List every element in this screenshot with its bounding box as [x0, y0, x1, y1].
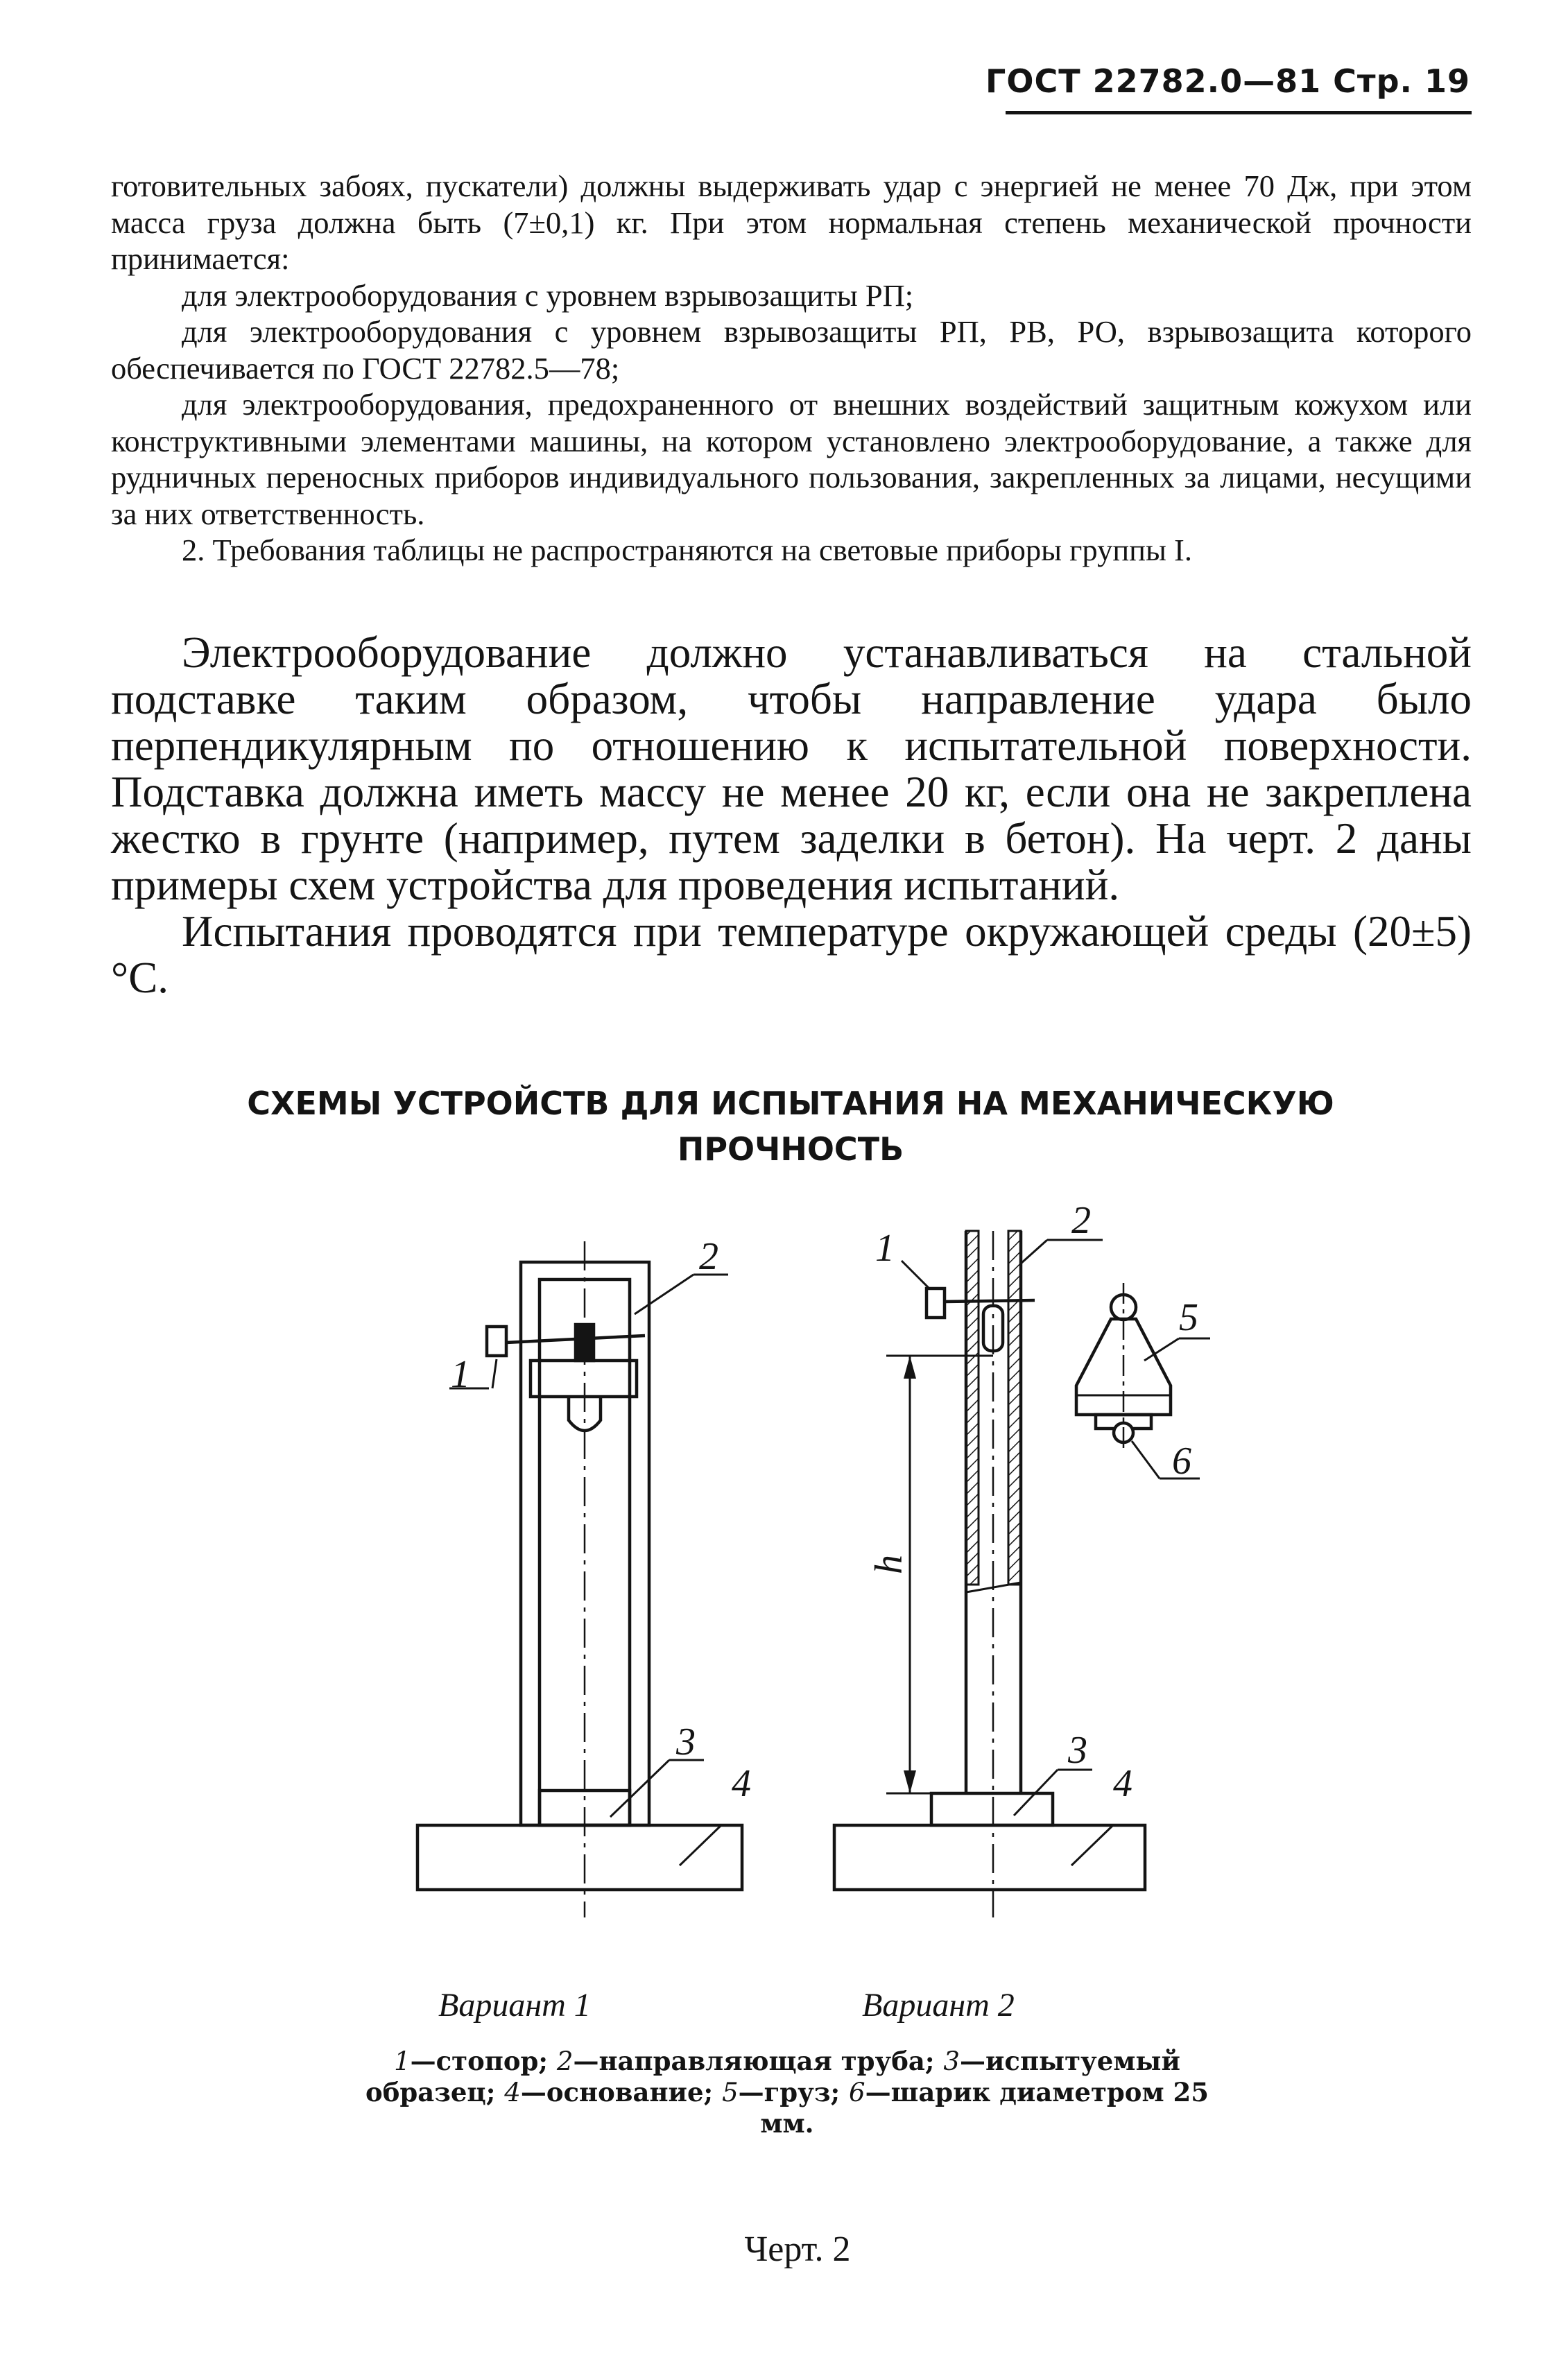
v2-label-2: 2 [1071, 1199, 1091, 1242]
v2-label-3: 3 [1068, 1729, 1087, 1772]
legend-num: 5 [722, 2078, 739, 2107]
v2-label-4: 4 [1113, 1762, 1132, 1805]
variant1-caption: Вариант 1 [438, 1987, 591, 2024]
legend-num: 2 [556, 2046, 574, 2076]
figure-title-line: СХЕМЫ УСТРОЙСТВ ДЛЯ ИСПЫТАНИЯ НА МЕХАНИЧЕСКУЮ [247, 1085, 1334, 1122]
v2-leader-1 [902, 1261, 929, 1288]
v2-label-1: 1 [875, 1227, 895, 1270]
body-paragraph: Электрооборудование должно устанавливаться на стальной подставке таким образом, чтобы направление удара было перпендикулярным по отношению к испытательной поверхности. Подставка должна иметь массу не менее 20 кг, если она не закреплена жестко в грунте (например, путем заделки в бетон). На черт. 2 даны примеры схем устройства для проведения испытаний. [111, 628, 1472, 909]
page-header: ГОСТ 22782.0—81 Стр. 19 [985, 62, 1470, 100]
v1-leader-1 [492, 1359, 497, 1388]
note-paragraph: 2. Требования таблицы не распространяются на световые приборы группы I. [182, 533, 1192, 567]
v2-leader-4 [1071, 1825, 1113, 1865]
legend-text: —шарик диаметром 25 мм. [760, 2077, 1209, 2139]
legend-num: 1 [394, 2046, 411, 2076]
v2-label-5: 5 [1179, 1296, 1198, 1339]
v1-base [417, 1825, 742, 1890]
v2-label-h: h [868, 1555, 911, 1574]
v2-stopper-block [927, 1288, 945, 1318]
legend-text: —испытуемый образец; [365, 2046, 1180, 2107]
v2-tube-hatched-right [1008, 1231, 1021, 1585]
legend-text: —стопор; [410, 2046, 557, 2076]
v2-dim-arrow-bottom [904, 1770, 916, 1793]
v1-leader-4 [680, 1825, 721, 1865]
variant2-caption: Вариант 2 [862, 1987, 1015, 2024]
v1-leader-3 [610, 1760, 669, 1817]
v2-specimen [931, 1793, 1053, 1825]
note-paragraph: для электрооборудования, предохраненного от внешних воздействий защитным кожухом или конструктивными элементами машины, на котором установлено электрооборудование, а также для рудничных переносных приборов индивидуального пользования, закрепленных за лицами, несущими за них ответственность. [111, 387, 1472, 531]
v2-dim-arrow-top [904, 1356, 916, 1379]
legend-text: —основание; [520, 2077, 723, 2107]
figure-title-line: ПРОЧНОСТЬ [677, 1130, 904, 1168]
v1-stopper-block [487, 1327, 506, 1356]
figure-number: Черт. 2 [744, 2230, 851, 2269]
v2-leader-6 [1132, 1441, 1160, 1478]
v1-label-2: 2 [699, 1235, 718, 1278]
v1-weight-plate [531, 1361, 637, 1397]
v2-stopper-rod [945, 1300, 1035, 1302]
note-paragraph: готовительных забоях, пускатели) должны выдерживать удар с энергией не менее 70 Дж, при этом масса груза должна быть (7±0,1) кг. При этом нормальная степень механической прочности принимается: [111, 169, 1472, 276]
v2-label-6: 6 [1172, 1440, 1191, 1483]
variant1-drawing [417, 1241, 742, 1917]
legend-num: 6 [849, 2078, 865, 2107]
legend-num: 3 [943, 2046, 960, 2076]
legend-text: —направляющая труба; [573, 2046, 944, 2076]
v2-base [834, 1825, 1145, 1890]
note-paragraph: для электрооборудования с уровнем взрывозащиты РП; [182, 277, 914, 313]
body-paragraph: Испытания проводятся при температуре окружающей среды (20±5)°С. [111, 907, 1472, 1002]
note-paragraph: для электрооборудования с уровнем взрывозащиты РП, РВ, РО, взрывозащита которого обеспечивается по ГОСТ 22782.5—78; [111, 314, 1472, 386]
v1-label-4: 4 [732, 1762, 751, 1805]
v1-leader-2 [635, 1275, 693, 1314]
v1-label-1: 1 [451, 1353, 470, 1396]
legend-text: —груз; [738, 2077, 850, 2107]
v2-tube-hatched-left [966, 1231, 979, 1585]
v1-label-3: 3 [676, 1721, 696, 1764]
v2-leader-2 [1021, 1240, 1047, 1264]
figure-legend [361, 2046, 1214, 2139]
legend-num: 4 [504, 2078, 521, 2107]
